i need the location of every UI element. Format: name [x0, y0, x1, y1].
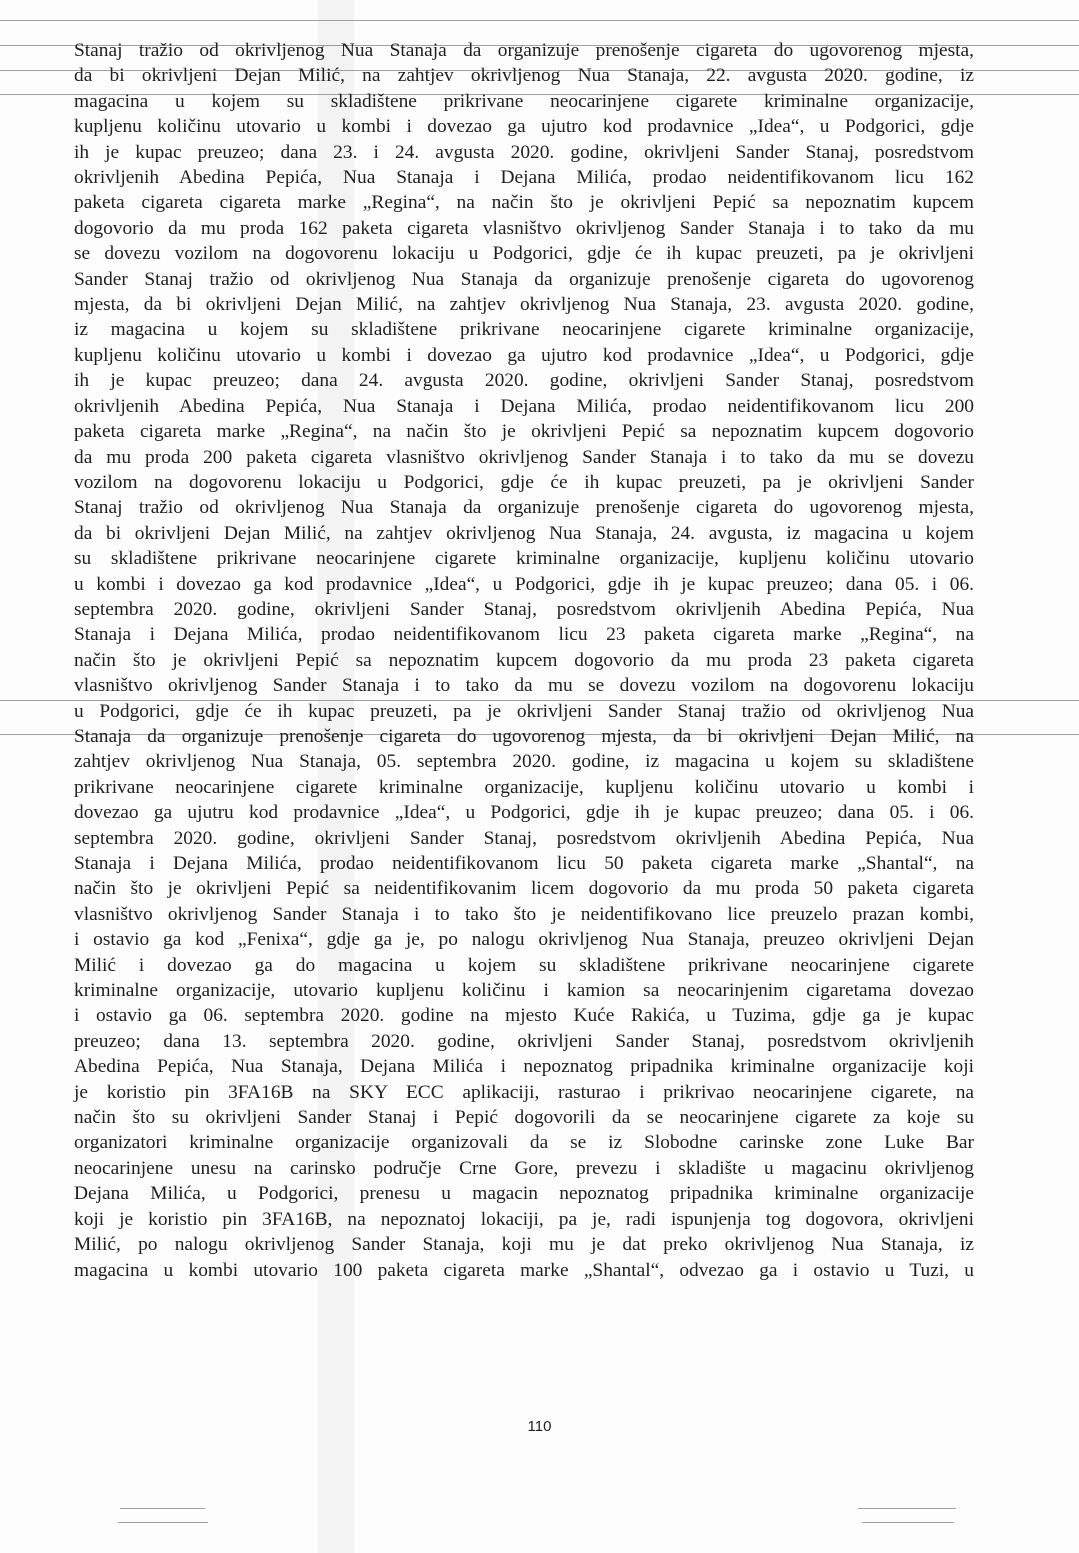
text-line: organizatori kriminalne organizacije organizovali da se iz Slobodne carinske zone Luke Bar — [74, 1132, 974, 1154]
text-line: Abedina Pepića, Nua Stanaja, Dejana Milića i nepoznatog pripadnika kriminalne organizacije koji — [74, 1056, 974, 1078]
text-line: da bi okrivljeni Dejan Milić, na zahtjev okrivljenog Nua Stanaja, 22. avgusta 2020. godine, iz — [74, 65, 974, 87]
text-line: je koristio pin 3FA16B na SKY ECC aplikaciji, rasturao i prikrivao neocarinjene cigarete, na — [74, 1081, 974, 1103]
text-line: mjesta, da bi okrivljeni Dejan Milić, na zahtjev okrivljenog Nua Stanaja, 23. avgusta 2020. godine, — [74, 294, 974, 316]
text-line: da bi okrivljeni Dejan Milić, na zahtjev okrivljenog Nua Stanaja, 24. avgusta, iz magacina u kojem — [74, 522, 974, 544]
scan-line — [0, 20, 1079, 21]
text-line: septembra 2020. godine, okrivljeni Sander Stanaj, posredstvom okrivljenih Abedina Pepića, Nua — [74, 598, 974, 620]
text-line: u Podgorici, gdje će ih kupac preuzeti, pa je okrivljeni Sander Stanaj tražio od okrivljenog Nua — [74, 700, 974, 722]
text-line: Stanaja da organizuje prenošenje cigareta do ugovorenog mjesta, da bi okrivljeni Dejan Milić, na — [74, 725, 974, 747]
text-line: okrivljenih Abedina Pepića, Nua Stanaja i Dejana Milića, prodao neidentifikovanom licu 162 — [74, 167, 974, 189]
text-line: se dovezu vozilom na dogovorenu lokaciju u Podgorici, gdje će ih kupac preuzeti, pa je okrivljeni — [74, 243, 974, 265]
text-line: magacina u kojem su skladištene prikrivane neocarinjene cigarete kriminalne organizacije, — [74, 90, 974, 112]
text-line: način što je okrivljeni Pepić sa nepoznatim kupcem dogovorio da mu proda 23 paketa cigareta — [74, 649, 974, 671]
text-line: vozilom na dogovorenu lokaciju u Podgorici, gdje će ih kupac preuzeti, pa je okrivljeni Sander — [74, 471, 974, 493]
text-line: način što su okrivljeni Sander Stanaj i Pepić dogovorili da se neocarinjene cigarete za koje su — [74, 1107, 974, 1129]
scan-mark — [118, 1522, 208, 1523]
text-line: preuzeo; dana 13. septembra 2020. godine, okrivljeni Sander Stanaj, posredstvom okrivljenih — [74, 1030, 974, 1052]
page-number: 110 — [527, 1418, 552, 1435]
text-line: Milić i dovezao ga do magacina u kojem su skladištene prikrivane neocarinjene cigarete — [74, 954, 974, 976]
text-line: kriminalne organizacije, utovario kupljenu količinu i kamion sa neocarinjenim cigaretama dovezao — [74, 980, 974, 1002]
text-line: kupljenu količinu utovario u kombi i dovezao ga ujutro kod prodavnice „Idea“, u Podgorici, gdje — [74, 116, 974, 138]
text-line: Sander Stanaj tražio od okrivljenog Nua Stanaja da organizuje prenošenje cigareta do ugovorenog — [74, 268, 974, 290]
text-line: Stanaj tražio od okrivljenog Nua Stanaja da organizuje prenošenje cigareta do ugovorenog mjesta, — [74, 40, 974, 61]
text-line: paketa cigareta cigareta marke „Regina“, na način što je okrivljeni Pepić sa nepoznatim kupcem — [74, 192, 974, 214]
text-line: način što je okrivljeni Pepić sa neidentifikovanim licem dogovorio da mu proda 50 paketa cigareta — [74, 878, 974, 900]
text-line: u kombi i dovezao ga kod prodavnice „Idea“, u Podgorici, gdje ih je kupac preuzeo; dana 05. i 06. — [74, 573, 974, 595]
text-line: paketa cigareta marke „Regina“, na način što je okrivljeni Pepić sa nepoznatim kupcem dogovorio — [74, 421, 974, 443]
text-line: zahtjev okrivljenog Nua Stanaja, 05. septembra 2020. godine, iz magacina u kojem su skladištene — [74, 751, 974, 773]
text-line: i ostavio ga 06. septembra 2020. godine na mjesto Kuće Rakića, u Tuzima, gdje ga je kupac — [74, 1005, 974, 1027]
text-line: neocarinjene unesu na carinsko područje Crne Gore, prevezu i skladište u magacinu okrivljenog — [74, 1157, 974, 1179]
text-line: dovezao ga ujutru kod prodavnice „Idea“, u Podgorici, gdje ih je kupac preuzeo; dana 05. i 06. — [74, 802, 974, 824]
text-line: Stanaja i Dejana Milića, prodao neidentifikovanom licu 23 paketa cigareta marke „Regina“, na — [74, 624, 974, 646]
scan-mark — [858, 1508, 956, 1509]
text-line: vlasništvo okrivljenog Sander Stanaja i to tako da mu se dovezu vozilom na dogovorenu lokaciju — [74, 675, 974, 697]
document-body — [74, 38, 974, 1283]
text-line: su skladištene prikrivane neocarinjene cigarete kriminalne organizacije, kupljenu količinu utovario — [74, 548, 974, 570]
scan-mark — [120, 1508, 205, 1509]
text-line: da mu proda 200 paketa cigareta vlasništvo okrivljenog Sander Stanaja i to tako da mu se dovezu — [74, 446, 974, 468]
text-line: i ostavio ga kod „Fenixa“, gdje ga je, po nalogu okrivljenog Nua Stanaja, preuzeo okrivljeni Dejan — [74, 929, 974, 951]
text-line: magacina u kombi utovario 100 paketa cigareta marke „Shantal“, odvezao ga i ostavio u Tuzi, u — [74, 1259, 974, 1281]
text-line: Stanaj tražio od okrivljenog Nua Stanaja da organizuje prenošenje cigareta do ugovorenog mjesta, — [74, 497, 974, 519]
scan-mark — [862, 1522, 954, 1523]
text-line: koji je koristio pin 3FA16B, na nepoznatoj lokaciji, pa je, radi ispunjenja tog dogovora, okrivljeni — [74, 1208, 974, 1230]
text-line: prikrivane neocarinjene cigarete kriminalne organizacije, kupljenu količinu utovario u kombi i — [74, 776, 974, 798]
text-line: Dejana Milića, u Podgorici, prenesu u magacin nepoznatog pripadnika kriminalne organizacije — [74, 1183, 974, 1205]
text-line: vlasništvo okrivljenog Sander Stanaja i to tako što je neidentifikovano lice preuzelo prazan kombi, — [74, 903, 974, 925]
text-line: ih je kupac preuzeo; dana 23. i 24. avgusta 2020. godine, okrivljeni Sander Stanaj, posredstvom — [74, 141, 974, 163]
text-line: ih je kupac preuzeo; dana 24. avgusta 2020. godine, okrivljeni Sander Stanaj, posredstvom — [74, 370, 974, 392]
text-line: Milić, po nalogu okrivljenog Sander Stanaja, koji mu je dat preko okrivljenog Nua Stanaja, iz — [74, 1234, 974, 1256]
text-line: iz magacina u kojem su skladištene prikrivane neocarinjene cigarete kriminalne organizacije, — [74, 319, 974, 341]
text-line: okrivljenih Abedina Pepića, Nua Stanaja i Dejana Milića, prodao neidentifikovanom licu 200 — [74, 395, 974, 417]
text-line: kupljenu količinu utovario u kombi i dovezao ga ujutro kod prodavnice „Idea“, u Podgorici, gdje — [74, 344, 974, 366]
text-line: septembra 2020. godine, okrivljeni Sander Stanaj, posredstvom okrivljenih Abedina Pepića, Nua — [74, 827, 974, 849]
text-line: dogovorio da mu proda 162 paketa cigareta vlasništvo okrivljenog Sander Stanaja i to tako da mu — [74, 217, 974, 239]
text-line: Stanaja i Dejana Milića, prodao neidentifikovanom licu 50 paketa cigareta marke „Shantal“, na — [74, 853, 974, 874]
